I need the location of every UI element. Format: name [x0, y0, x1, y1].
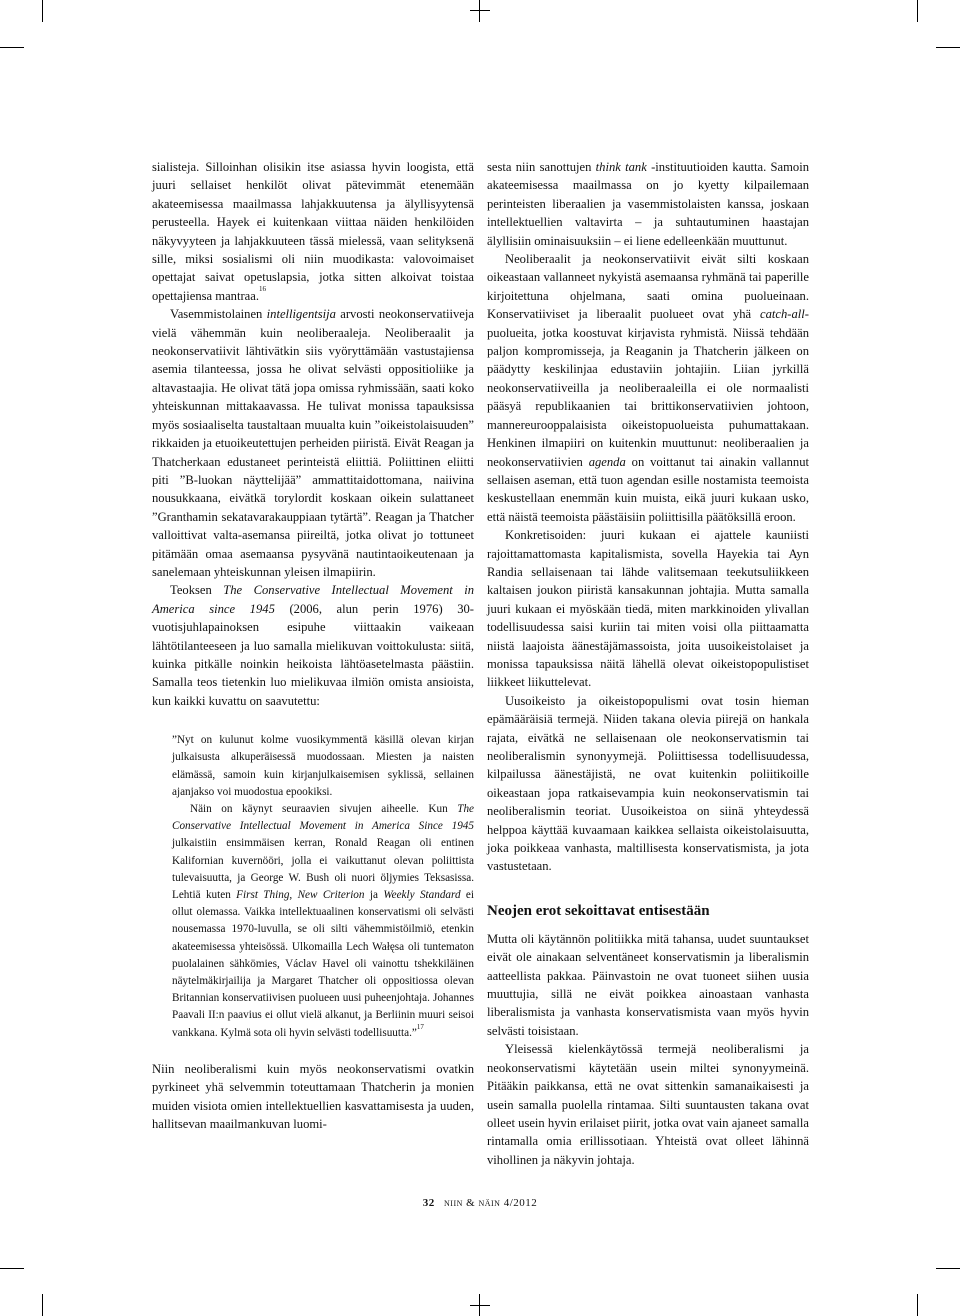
- page-number: 32: [422, 1197, 435, 1209]
- crop-mark: [917, 0, 918, 22]
- quote-paragraph: Näin on käynyt seuraavien sivujen aiheelle. Kun The Conservative Intellectual Movement in America Since 1945 julkaistiin ensimmäisen kerran, Ronald Reagan oli entinen Kalifornian kuvernööri, jolla ei vaikuttanut olevan poliittista tulevaisuutta, ja George W. Bush oli nuori öljymies Teksasissa. Lehtiä kuten First Thing, New Criterion ja Weekly Standard ei ollut olemassa. Vaikka intellektuaalinen konservatismi oli selvästi nousemassa 1970-luvulla, se oli silti vähemmistöilmiö, etenkin akateemisessa yhteisössä. Ulkomailla Lech Wałęsa oli tuntematon puolalainen sähkömies, Václav Havel oli vainottu tshekkiläinen näytelmäkirjailija ja Margaret Thatcher oli oppositiossa olevan Britannian konservatiivisen puolueen uusi puheenjohtaja. Johannes Paavali II:n paavius ei ollut vielä alkanut, ja Berliinin muuri seisoi vankkana. Kylmä sota oli hyvin selvästi todellisuutta.”$^{17}$: [172, 803, 475, 1039]
- crop-mark: [42, 1294, 43, 1316]
- section-heading: Neojen erot sekoittavat entisestään: [487, 902, 710, 919]
- footnote-ref[interactable]: 16: [259, 284, 266, 293]
- left-column: [152, 158, 474, 1133]
- quote-paragraph: ”Nyt on kulunut kolme vuosikymmentä käsillä olevan kirjan julkaisusta alkuperäisessä muodossaan. Miesten ja naisten elämässä, samoin kuin kirjanjulkaisemisen syklissä, sellainen ajanjakso voi muodostua epookiksi.: [172, 734, 474, 798]
- crop-mark: [917, 1294, 918, 1316]
- paragraph: sialisteja. Silloinhan olisikin itse asiassa hyvin loogista, että juuri sellaiset henkilöt olivat pätevimmät etenemään akateemisessa maailmassa lahjakkuutensa ja älyllisyytensä perusteella. Hayek ei kuitenkaan viittaa näiden henkilöiden näkyvyyteen ja lahjakkuuteen tässä mielessä, vaan selityksenä sille, miksi sosialismi oli niin muodikasta: valovoimaiset opettajat saivat opetuslapsia, jotka sitten alkoivat toistaa opettajiensa mantraa.$^{16}$: [152, 160, 474, 303]
- crop-mark: [42, 0, 43, 22]
- crop-mark: [0, 47, 24, 48]
- crop-mark: [936, 47, 960, 48]
- right-column: [487, 158, 809, 1169]
- page-footer: [0, 1197, 960, 1209]
- footnote-ref[interactable]: 17: [416, 1022, 424, 1031]
- paragraph: Yleisessä kielenkäytössä termejä neoliberalismi ja neokonservatismi käytetään usein miltei synonyymeinä. Pitääkin paikkansa, että ne ovat sittenkin samanaikaisesti ja usein samalla puolella rintamaa. Silti suuntausten takana ovat olleet usein hyvin erilaiset piirit, jotka ovat vain ajaneet samalla rintamalla omia erillissotiaan. Yhteistä ovat olleet lähinnä vihollinen ja näkyvin johtaja.: [487, 1042, 809, 1167]
- paragraph: Konkretisoiden: juuri kukaan ei ajattele kauniisti rajoittamattomasta kapitalismista, sovella Hayekia tai Ayn Randia sellaisenaan tai lähde valitsemaan teekutsuliikkeen kaltaisen joukon piiristä kansakunnan johtajia. Mutta samalla juuri kukaan ei myöskään tiedä, miten markkinoiden ylivallan todellisuudessa saisi kuriin tai miten voisi olla piittaamatta niistä laajoista äänestäjämassoista, joita uusoikeistolaiset ja monissa tapauksissa näitä lähellä olevat oikeistopopulistiset liikkeet liikuttelevat.: [487, 528, 809, 690]
- magazine-name: niin & näin: [444, 1197, 501, 1209]
- paragraph: sesta niin sanottujen think tank -instituutioiden kautta. Samoin akateemisessa maailmassa on jo kyetty kilpailemaan perinteisten liberaalien ja vasemmistolaisten kanssa, joskaan intellektuellien valtavirta – ja suhtautuminen haastajan älyllisiin ominaisuuksiin – ei liene edelleenkään muuttunut.: [487, 160, 809, 248]
- paragraph: Niin neoliberalismi kuin myös neokonservatismi ovatkin pyrkineet yhä selvemmin toteuttamaan Thatcherin ja monien muiden visiota omien intellektuellien kasvattamisesta ja uuden, hallitsevan maailmankuvan luomi-: [152, 1061, 474, 1132]
- crop-mark: [936, 1268, 960, 1269]
- issue-number: 4/2012: [503, 1197, 538, 1209]
- paragraph: Uusoikeisto ja oikeistopopulismi ovat tosin hieman epämääräisiä termejä. Niiden takana olevia piirejä on hankala rajata, eivätkä ne sellaisenaan ole neokonservatismin tai neoliberalismin synonyymejä. Poliittisessa todellisuudessa, kilpailussa äänestäjistä, ne ovat kuitenkin poliitikoille oikeastaan jopa ratkaisevampia kuin neokonservatismin tai neoliberalismin teoriat. Uusoikeistoa on siinä yhteydessä helppoa käyttää kuvaamaan kaikkea sellaista oikeistolaisuutta, joka poikkeaa vanhasta, maltillisesta konservatismista, ja jota vastustetaan.: [487, 693, 809, 874]
- crop-mark: [470, 10, 490, 11]
- paragraph: Neoliberaalit ja neokonservatiivit eivät silti koskaan oikeastaan vallanneet nykyistä asemaansa ryhmänä tai paperille kirjoitettuna ohjelmana, saati omina puolueinaan. Konservatiiviset ja liberaalit puolueet ovat yhä catch-all-puolueita, jotka koostuvat kirjavista ryhmistä. Niissä tehdään paljon kompromisseja, ja Reaganin ja Thatcherin jälkeen on päädytty keskilinjaa edustaviin johtajiin. Liian jyrkillä neokonservatiiveilla ja neoliberaaleilla ei ole normaalisti pääsyä republikaanien tai brittikonservatiivien johtoon, mannereurooppalaisista oikeistopuolueista puhumattakaan. Henkinen ilmapiiri on kuitenkin muuttunut: neoliberaalien ja neokonservatiivien agenda on voittanut tai ainakin vallannut sellaisen aseman, että tuon agendan esille nostamista teemoista keskustellaan enemmän kuin muista, eikä juuri kukaan usko, että näistä teemoista päästäisiin poliittisilla päätöksillä eroon.: [487, 252, 809, 524]
- block-quote: [172, 732, 474, 1042]
- crop-mark: [479, 0, 480, 22]
- crop-mark: [0, 1268, 24, 1269]
- crop-mark: [470, 1305, 490, 1306]
- paragraph: Mutta oli käytännön politiikka mitä tahansa, uudet suuntaukset eivät ole ainakaan selventäneet konservatismin ja liberalismin aatteellista pakkaa. Päinvastoin ne ovat tuoneet siihen uusia muuttujia, sillä ne eivät poikkea ainoastaan vanhasta liberalismista ja vanhasta konservatismista vaan myös hyvin selvästi toisistaan.: [487, 931, 809, 1038]
- paragraph: Teoksen The Conservative Intellectual Movement in America since 1945 (2006, alun perin 1976) 30-vuotisjuhlapainoksen esipuhe viittaakin vaikeaan lähtötilanteeseen ja luo samalla mielikuvan voittokulusta: siitä, kuinka pitkälle noinkin heikoista lähtöasetelmasta päästiin. Samalla teos tietenkin luo mielikuvaa ilmiön omista ansioista, kun kaikki kuvattu on saavutettu:: [152, 583, 475, 708]
- paragraph: Vasemmistolainen intelligentsija arvosti neokonservatiiveja vielä vähemmän kuin neoliberaaleja. Neoliberaalit ja neokonservatiivit lähtivätkin siis vyöryttämään vastustajiensa asemia tilanteessa, jossa he olivat selvästi oppositioliike ja altavastaajia. He olivat tätä jopa omissa ryhmissään, saati koko yhteiskunnan mittakaavassa. He tulivat monissa tapauksissa myös sosiaaliselta taustaltaan muualta kuin ”oikeistolaisuuden” rikkaiden ja etuoikeutettujen perheiden piiristä. Eivät Reagan ja Thatcherkaan edustaneet perinteistä eliittiä. Poliittinen eliitti piti ”B-luokan näyttelijää” ammattitaidottomana, naiivina nousukkaana, eivätkä torylordit koskaan oikein sulattaneet ”Granthamin sekatavarakauppiaan tytärtä”. Reagan ja Thatcher valloittivat valta-asemansa piireiltä, jotka olivat jo tottuneet pitämään omaa asemaansa pysyvänä nautintaoikeutenaan ja sanelemaan yhteiskunnan yleisen ilmapiirin.: [152, 307, 474, 579]
